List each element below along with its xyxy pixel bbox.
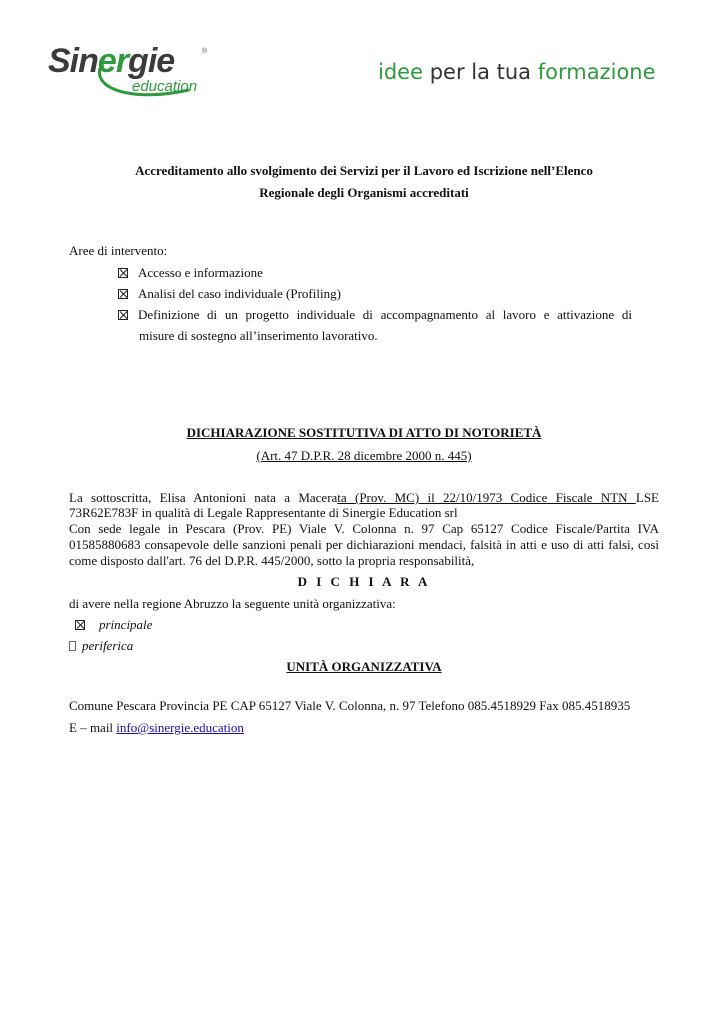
checkbox-checked-icon — [75, 620, 85, 630]
dichiara-heading: D I C H I A R A — [297, 574, 431, 589]
email-line: E – mail info@sinergie.education — [69, 720, 244, 735]
aree-item-3: Definizione di un progetto individuale di accompagnamento al lavoro e attivazione di — [118, 307, 632, 323]
document-title-line-2: Regionale degli Organismi accreditati — [259, 185, 469, 200]
declaration-paragraph-line-5: come disposto dall'art. 76 del D.P.R. 445/2000, sotto la propria responsabilità, — [69, 553, 475, 568]
aree-item-1: Accesso e informazione — [118, 265, 263, 281]
logo-subtitle: education — [132, 78, 198, 95]
unit-address: Comune Pescara Provincia PE CAP 65127 Viale V. Colonna, n. 97 Telefono 085.4518929 Fax 085.4518935 — [69, 698, 631, 713]
declaration-paragraph-line-2: 73R62E783F in qualità di Legale Rappresentante di Sinergie Education srl — [69, 505, 458, 520]
option-periferica: periferica — [69, 638, 133, 654]
declaration-paragraph-line-3: Con sede legale in Pescara (Prov. PE) Viale V. Colonna n. 97 Cap 65127 Codice Fiscale/Partita IVA — [69, 521, 659, 536]
checkbox-empty-icon — [69, 641, 76, 651]
logo-wordmark: Sinergie — [48, 42, 175, 80]
aree-item-2: Analisi del caso individuale (Profiling) — [118, 286, 341, 302]
aree-item-3-continuation: misure di sostegno all’inserimento lavorativo. — [139, 328, 378, 343]
tagline-word-1: idee — [378, 60, 424, 84]
aree-label: Aree di intervento: — [69, 243, 168, 258]
declaration-paragraph-line-4: 01585880683 consapevole delle sanzioni penali per dichiarazioni mendaci, falsità in atti e uso di atti falsi, così — [69, 537, 659, 552]
checkbox-checked-icon — [118, 289, 128, 299]
checkbox-checked-icon — [118, 310, 128, 320]
dichiarazione-heading: DICHIARAZIONE SOSTITUTIVA DI ATTO DI NOTORIETÀ — [186, 425, 542, 440]
page-header — [0, 0, 724, 120]
option-principale: principale — [75, 617, 152, 633]
dichiarazione-subheading: (Art. 47 D.P.R. 28 dicembre 2000 n. 445) — [256, 448, 472, 463]
sinergie-logo — [44, 42, 214, 104]
declaration-paragraph-line-1: La sottoscritta, Elisa Antonioni nata a Macerata (Prov. MC) il 22/10/1973 Codice Fiscale NTN LSE — [69, 490, 659, 505]
document-title-line-1: Accreditamento allo svolgimento dei Servizi per il Lavoro ed Iscrizione nell’Elenco — [135, 163, 593, 178]
tagline — [378, 60, 656, 84]
tagline-word-3: formazione — [537, 60, 656, 84]
unita-heading: UNITÀ ORGANIZZATIVA — [286, 659, 442, 674]
tagline-word-2: per la tua — [429, 60, 532, 84]
email-link[interactable]: info@sinergie.education — [116, 720, 244, 735]
checkbox-checked-icon — [118, 268, 128, 278]
logo-registered-mark: ® — [202, 48, 208, 55]
unit-intro: di avere nella regione Abruzzo la seguente unità organizzativa: — [69, 596, 396, 611]
